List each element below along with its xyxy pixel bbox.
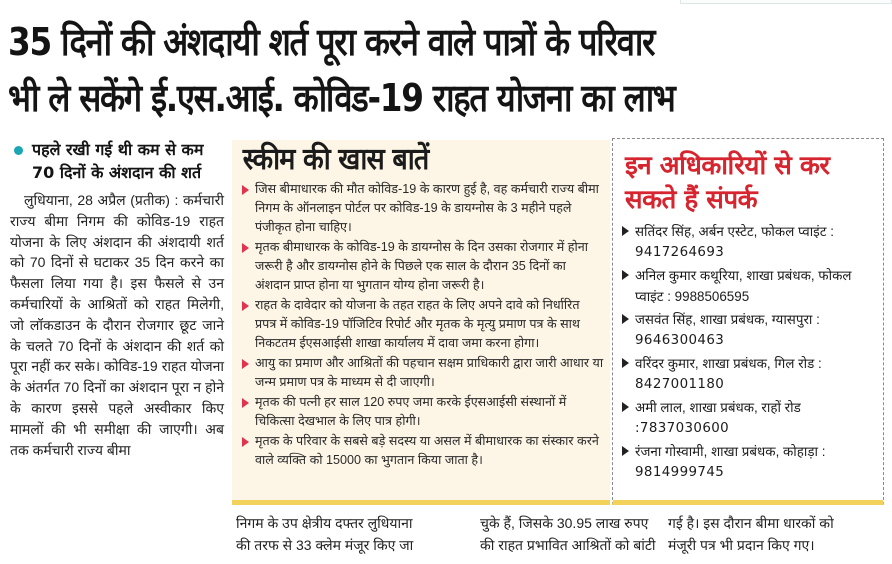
scheme-point-text: मृतक बीमाधारक के कोविड-19 के डायग्नोस के दिन उसका रोजगार में होना जरूरी है और डायग्नोस होने के पिछले एक साल के दौरान 35 दिनों का अंशदान प्राप्त होना या भुगतान योग्य होना जरूरी है। bbox=[255, 240, 588, 292]
contact-phone: 9646300463 bbox=[635, 333, 725, 348]
contacts-title: इन अधिकारियों से कर सकते हैं संपर्क bbox=[625, 151, 830, 215]
continuation-column-2 bbox=[480, 512, 655, 556]
contact-name: सतिंदर सिंह, अर्बन एस्टेट, फोकल प्वाइंट : bbox=[635, 224, 834, 239]
triangle-bullet-icon bbox=[242, 243, 249, 253]
contact-item bbox=[619, 265, 879, 307]
bullet-dot-icon bbox=[14, 146, 23, 155]
contact-item bbox=[619, 353, 879, 395]
contacts-list bbox=[613, 217, 883, 483]
scheme-point bbox=[238, 238, 604, 295]
triangle-bullet-icon bbox=[622, 226, 629, 236]
scheme-point bbox=[238, 296, 604, 353]
scheme-point bbox=[238, 432, 604, 470]
continuation-line: निगम के उप क्षेत्रीय दफ्तर लुधियाना bbox=[236, 515, 413, 531]
scheme-point-text: जिस बीमाधारक की मौत कोविड-19 के कारण हुई है, वह कर्मचारी राज्य बीमा निगम के ऑनलाइन पोर्टल पर कोविड-19 के डायग्नोस के 3 महीने पहले पंजीकृत होना चाहिए। bbox=[255, 182, 599, 234]
continuation-line: की तरफ से 33 क्लेम मंजूर किए जा bbox=[236, 537, 414, 553]
continuation-line: चुके हैं, जिसके 30.95 लाख रुपए bbox=[480, 515, 649, 531]
scheme-point bbox=[238, 354, 604, 392]
contact-item bbox=[619, 309, 879, 351]
top-edge-strip bbox=[680, 0, 892, 4]
contact-item bbox=[619, 397, 879, 439]
continuation-line: की राहत प्रभावित आश्रितों को बांटी bbox=[480, 537, 656, 553]
contact-phone: 8427001180 bbox=[635, 377, 725, 392]
triangle-bullet-icon bbox=[622, 358, 629, 368]
scheme-point-text: राहत के दावेदार को योजना के तहत राहत के लिए अपने दावे को निर्धारित प्रपत्र में कोविड-19 पॉजिटिव रिपोर्ट और मृतक के मृत्यु प्रमाण पत्र के साथ निकटतम ईएसआईसी शाखा कार्यालय में दावा जमा करना होगा। bbox=[255, 298, 580, 350]
scheme-points-list bbox=[232, 180, 610, 470]
contact-phone: 9814999745 bbox=[635, 465, 725, 480]
headline-line-2: भी ले सकेंगे ई.एस.आई. कोविड-19 राहत योजना का लाभ bbox=[8, 76, 675, 120]
scheme-point-text: मृतक के परिवार के सबसे बड़े सदस्य या असल में बीमाधारक का संस्कार करने वाले व्यक्ति को 15000 का भुगतान किया जाता है। bbox=[255, 434, 599, 467]
contact-name: जसवंत सिंह, शाखा प्रबंधक, ग्यासपुरा : bbox=[635, 312, 820, 327]
subheading-text: पहले रखी गई थी कम से कम 70 दिनों के अंशदान की शर्त bbox=[32, 140, 204, 182]
continuation-column-1 bbox=[236, 512, 466, 556]
left-article-column bbox=[10, 138, 224, 460]
contact-name: अमी लाल, शाखा प्रबंधक, राहों रोड bbox=[635, 400, 801, 415]
headline-line-1: 35 दिनों की अंशदायी शर्त पूरा करने वाले पात्रों के परिवार bbox=[8, 20, 655, 64]
headline bbox=[8, 14, 888, 126]
article-subheading bbox=[10, 138, 224, 184]
scheme-point-text: मृतक की पत्नी हर साल 120 रुपए जमा करके ईएसआईसी संस्थानों में चिकित्सा देखभाल के लिए पात्र होगी। bbox=[255, 395, 567, 428]
contact-name: अनिल कुमार कथूरिया, शाखा प्रबंधक, फोकल प्वाइंट : bbox=[635, 268, 852, 304]
triangle-bullet-icon bbox=[242, 359, 249, 369]
article-body bbox=[10, 190, 224, 460]
triangle-bullet-icon bbox=[622, 446, 629, 456]
article-paragraph: लुधियाना, 28 अप्रैल (प्रतीक) : कर्मचारी राज्य बीमा निगम की कोविड-19 राहत योजना के लिए अंशदान की अंशदायी शर्त को 70 दिनों से घटाकर 35 दिन करने का फैसला लिया गया है। इस फैसले से उन कर्मचारियों के आश्रितों को राहत मिलेगी, जो लॉकडाउन के दौरान रोजगार छूट जाने के चलते 70 दिनों के अंशदान की शर्त को पूरा नहीं कर सके। कोविड-19 राहत योजना के अंतर्गत 70 दिनों का अंशदान पूरा न होने के कारण इससे पहले अस्वीकार किए मामलों की भी समीक्षा की जाएगी। अब तक कर्मचारी राज्य बीमा bbox=[10, 192, 224, 458]
continuation-line: मंजूरी पत्र भी प्रदान किए गए। bbox=[668, 537, 815, 553]
triangle-bullet-icon bbox=[242, 437, 249, 447]
contacts-box bbox=[612, 138, 884, 505]
contact-phone: 9417264693 bbox=[635, 245, 725, 260]
continuation-line: गई है। इस दौरान बीमा धारकों को bbox=[668, 515, 834, 531]
triangle-bullet-icon bbox=[242, 301, 249, 311]
contact-item bbox=[619, 441, 879, 483]
scheme-title: स्कीम की खास बातें bbox=[242, 142, 429, 177]
scheme-point bbox=[238, 393, 604, 431]
triangle-bullet-icon bbox=[622, 402, 629, 412]
triangle-bullet-icon bbox=[242, 185, 249, 195]
continuation-column-3 bbox=[668, 512, 888, 556]
contact-item bbox=[619, 221, 879, 263]
scheme-highlights-box bbox=[232, 140, 610, 505]
scheme-point bbox=[238, 180, 604, 237]
contact-name: वरिंदर कुमार, शाखा प्रबंधक, गिल रोड : bbox=[635, 356, 822, 371]
triangle-bullet-icon bbox=[622, 270, 629, 280]
scheme-point-text: आयु का प्रमाण और आश्रितों की पहचान सक्षम प्राधिकारी द्वारा जारी आधार या जन्म प्रमाण पत्र के माध्यम से दी जाएगी। bbox=[255, 356, 604, 389]
contact-phone: :7837030600 bbox=[635, 421, 730, 436]
contact-name: रंजना गोस्वामी, शाखा प्रबंधक, कोहाड़ा : bbox=[635, 444, 826, 459]
contact-phone: 9988506595 bbox=[674, 289, 750, 304]
triangle-bullet-icon bbox=[622, 314, 629, 324]
triangle-bullet-icon bbox=[242, 398, 249, 408]
